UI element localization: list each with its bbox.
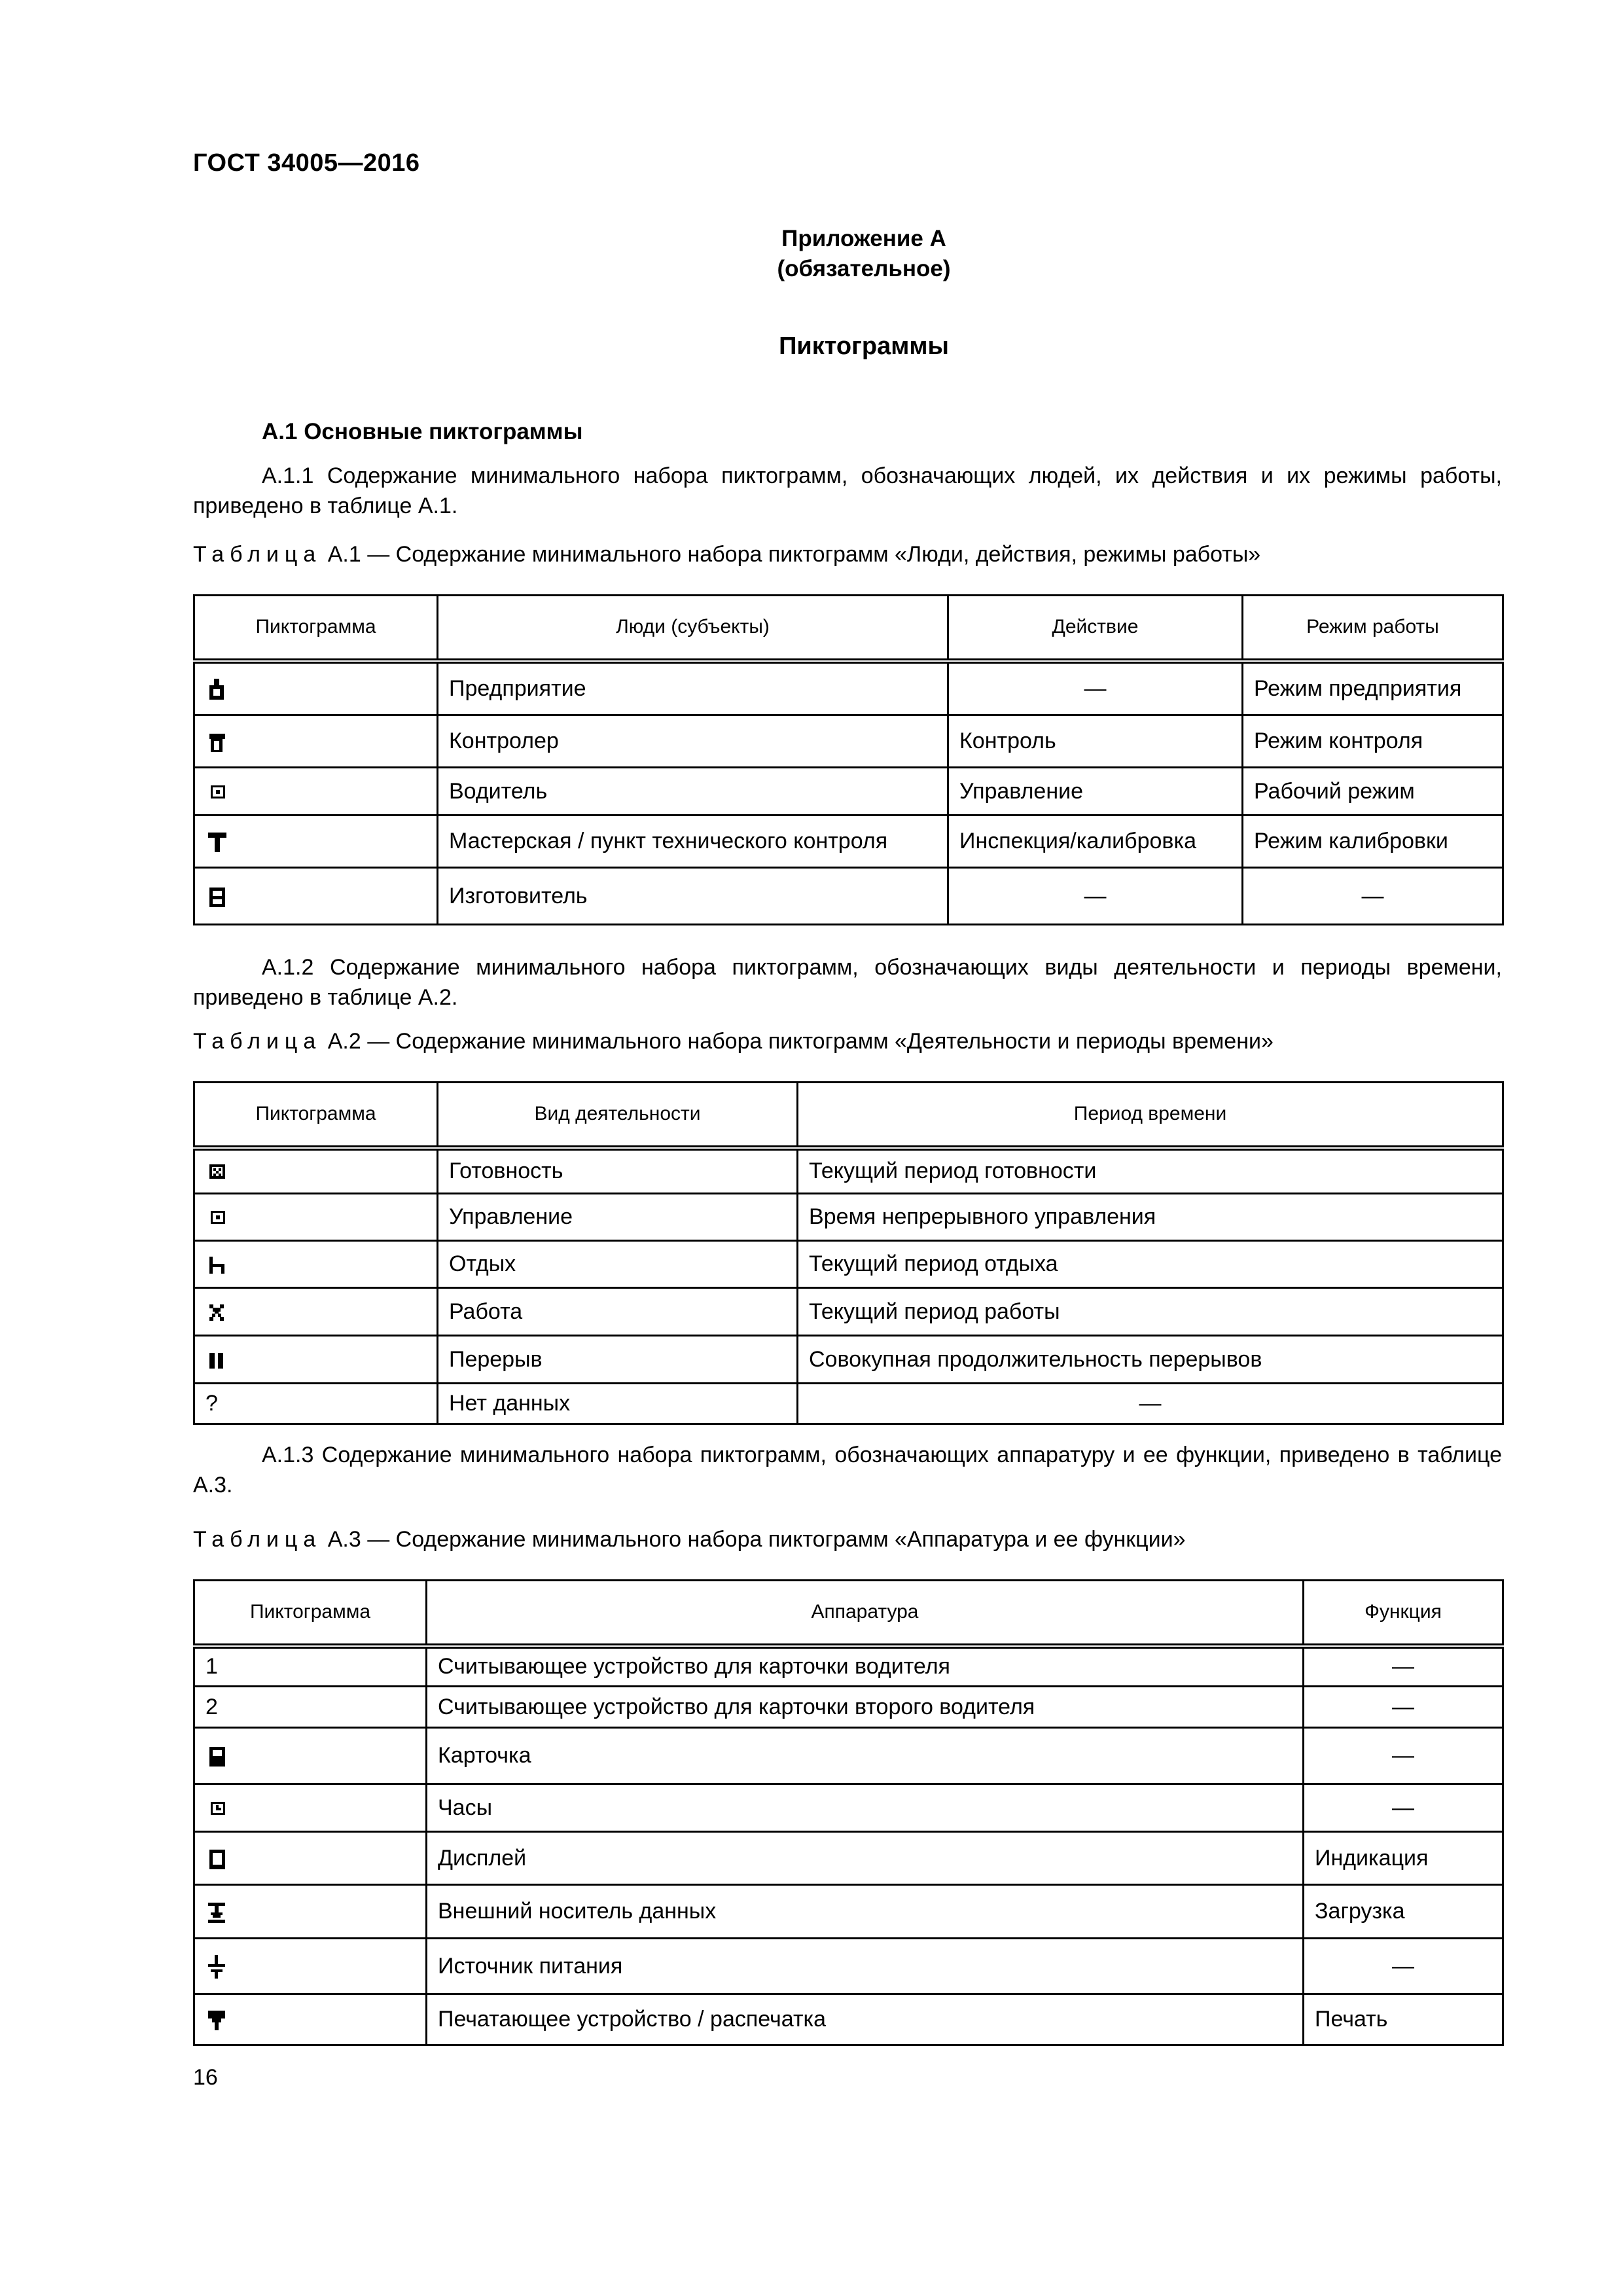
column-header: Действие — [948, 596, 1243, 661]
pictogram-number: 1 — [194, 1646, 427, 1687]
appendix-label: Приложение А — [781, 226, 946, 251]
function-cell: Загрузка — [1304, 1885, 1503, 1939]
table3-caption — [193, 1527, 1186, 1552]
mode-cell: — — [1243, 868, 1503, 925]
paragraph-a13: А.1.3 Содержание минимального набора пиктограмм, обозначающих аппаратуру и ее функции, приведено в таблице А.3. — [193, 1443, 1502, 1498]
period-cell: — — [798, 1384, 1503, 1424]
table3-caption-prefix: Таблица — [193, 1527, 322, 1552]
table-row — [194, 1384, 1503, 1424]
appendix-title: Пиктограммы — [779, 332, 949, 360]
table-row — [194, 661, 1503, 715]
activity-cell: Перерыв — [438, 1336, 798, 1384]
function-cell: — — [1304, 1784, 1503, 1832]
column-header: Пиктограмма — [194, 1083, 438, 1148]
table-row — [194, 715, 1503, 768]
mode-cell: Режим калибровки — [1243, 816, 1503, 868]
table-row — [194, 1994, 1503, 2045]
table2-caption — [193, 1029, 1274, 1054]
period-cell: Время непрерывного управления — [798, 1194, 1503, 1241]
table-row — [194, 1194, 1503, 1241]
company-icon — [207, 676, 226, 702]
mode-cell: Рабочий режим — [1243, 768, 1503, 816]
card-icon — [207, 1743, 226, 1769]
function-cell: — — [1304, 1939, 1503, 1994]
table-row — [194, 868, 1503, 925]
column-header: Пиктограмма — [194, 596, 438, 661]
table-row — [194, 1646, 1503, 1687]
equipment-cell: Считывающее устройство для карточки второго водителя — [427, 1687, 1304, 1728]
power-supply-icon — [207, 1954, 226, 1980]
people-cell: Водитель — [438, 768, 948, 816]
people-cell: Мастерская / пункт технического контроля — [438, 816, 948, 868]
table2-caption-text: А.2 — Содержание минимального набора пиктограмм «Деятельности и периоды времени» — [321, 1029, 1274, 1054]
table-row — [194, 1687, 1503, 1728]
driving-icon — [207, 1204, 226, 1230]
mode-cell: Режим предприятия — [1243, 661, 1503, 715]
function-cell: Индикация — [1304, 1832, 1503, 1885]
column-header: Аппаратура — [427, 1581, 1304, 1646]
table2-caption-prefix: Таблица — [193, 1029, 322, 1054]
manufacturer-icon — [207, 884, 226, 910]
table-row — [194, 1336, 1503, 1384]
function-cell: Печать — [1304, 1994, 1503, 2045]
clock-icon — [207, 1795, 226, 1821]
activity-cell: Отдых — [438, 1241, 798, 1288]
activity-cell: Управление — [438, 1194, 798, 1241]
table-a1 — [193, 594, 1504, 925]
table-row — [194, 1288, 1503, 1336]
display-icon — [207, 1846, 226, 1872]
action-cell: Управление — [948, 768, 1243, 816]
people-cell: Предприятие — [438, 661, 948, 715]
appendix-status: (обязательное) — [777, 256, 951, 281]
workshop-icon — [207, 829, 226, 855]
column-header: Люди (субъекты) — [438, 596, 948, 661]
equipment-cell: Карточка — [427, 1728, 1304, 1784]
pictogram-number: 2 — [194, 1687, 427, 1728]
function-cell: — — [1304, 1646, 1503, 1687]
section-heading: А.1 Основные пиктограммы — [262, 419, 583, 444]
no-data-symbol: ? — [194, 1384, 438, 1424]
action-cell: Контроль — [948, 715, 1243, 768]
page-number: 16 — [193, 2065, 218, 2090]
table1-caption-prefix: Таблица — [193, 542, 322, 567]
activity-cell: Нет данных — [438, 1384, 798, 1424]
table-header-row — [194, 1581, 1503, 1646]
driver-icon — [207, 779, 226, 805]
action-cell: Инспекция/калибровка — [948, 816, 1243, 868]
equipment-cell: Внешний носитель данных — [427, 1885, 1304, 1939]
rest-icon — [207, 1251, 226, 1278]
work-icon — [207, 1299, 226, 1325]
table-header-row — [194, 1083, 1503, 1148]
table-a2 — [193, 1081, 1504, 1425]
column-header: Функция — [1304, 1581, 1503, 1646]
table-header-row — [194, 596, 1503, 661]
appendix-heading — [681, 224, 1047, 284]
break-icon — [207, 1347, 226, 1373]
availability-icon — [207, 1158, 226, 1185]
table-row — [194, 1832, 1503, 1885]
action-cell: — — [948, 661, 1243, 715]
table-row — [194, 768, 1503, 816]
table-row — [194, 816, 1503, 868]
external-storage-icon — [207, 1899, 226, 1925]
paragraph-a11: А.1.1 Содержание минимального набора пиктограмм, обозначающих людей, их действия и их режимы работы, приведено в таблице А.1. — [193, 463, 1502, 518]
table-row — [194, 1728, 1503, 1784]
function-cell: — — [1304, 1687, 1503, 1728]
document-header: ГОСТ 34005—2016 — [193, 149, 420, 177]
action-cell: — — [948, 868, 1243, 925]
table-row — [194, 1241, 1503, 1288]
equipment-cell: Печатающее устройство / распечатка — [427, 1994, 1304, 2045]
period-cell: Текущий период готовности — [798, 1148, 1503, 1194]
table-row — [194, 1885, 1503, 1939]
paragraph-a12: А.1.2 Содержание минимального набора пиктограмм, обозначающих виды деятельности и периоды времени, приведено в таблице А.2. — [193, 955, 1502, 1010]
column-header: Режим работы — [1243, 596, 1503, 661]
table-row — [194, 1939, 1503, 1994]
equipment-cell: Считывающее устройство для карточки водителя — [427, 1646, 1304, 1687]
period-cell: Совокупная продолжительность перерывов — [798, 1336, 1503, 1384]
people-cell: Контролер — [438, 715, 948, 768]
table-row — [194, 1784, 1503, 1832]
table1-caption-text: А.1 — Содержание минимального набора пиктограмм «Люди, действия, режимы работы» — [321, 542, 1261, 567]
table1-caption — [193, 542, 1260, 567]
activity-cell: Работа — [438, 1288, 798, 1336]
period-cell: Текущий период отдыха — [798, 1241, 1503, 1288]
printer-icon — [207, 2007, 226, 2033]
table-row — [194, 1148, 1503, 1194]
column-header: Период времени — [798, 1083, 1503, 1148]
table3-caption-text: А.3 — Содержание минимального набора пиктограмм «Аппаратура и ее функции» — [321, 1527, 1186, 1552]
period-cell: Текущий период работы — [798, 1288, 1503, 1336]
equipment-cell: Часы — [427, 1784, 1304, 1832]
activity-cell: Готовность — [438, 1148, 798, 1194]
people-cell: Изготовитель — [438, 868, 948, 925]
mode-cell: Режим контроля — [1243, 715, 1503, 768]
equipment-cell: Дисплей — [427, 1832, 1304, 1885]
function-cell: — — [1304, 1728, 1503, 1784]
column-header: Пиктограмма — [194, 1581, 427, 1646]
equipment-cell: Источник питания — [427, 1939, 1304, 1994]
table-a3 — [193, 1579, 1504, 2046]
controller-icon — [207, 728, 226, 755]
column-header: Вид деятельности — [438, 1083, 798, 1148]
